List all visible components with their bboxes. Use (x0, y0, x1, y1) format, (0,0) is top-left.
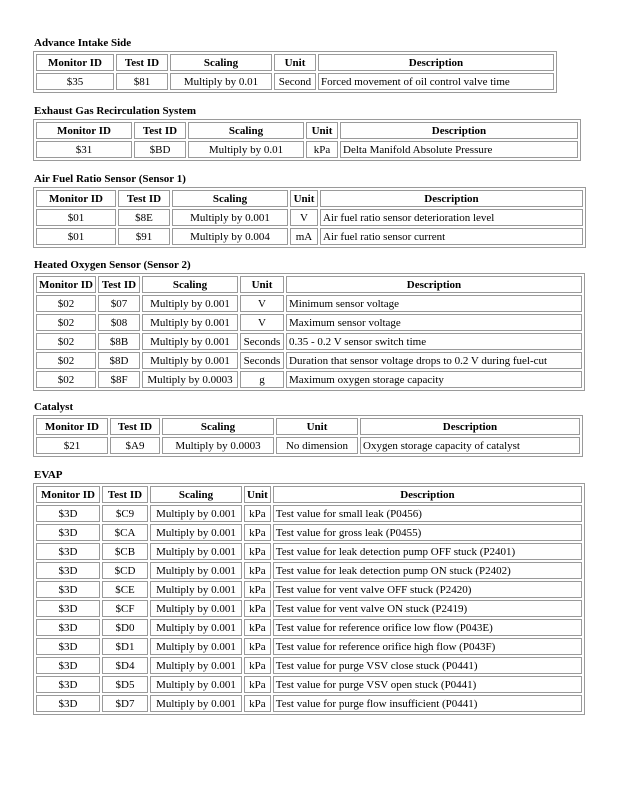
cell-test-id: $8B (98, 333, 140, 350)
cell-scaling: Multiply by 0.0003 (142, 371, 238, 388)
cell-unit: kPa (244, 505, 271, 522)
section-title: Catalyst (34, 401, 74, 413)
table-row (36, 333, 582, 350)
table-row (36, 562, 582, 579)
cell-description: Air fuel ratio sensor deterioration level (320, 209, 583, 226)
header-row (36, 276, 582, 293)
cell-description: Test value for purge VSV open stuck (P0441) (273, 676, 582, 693)
cell-scaling: Multiply by 0.001 (150, 600, 242, 617)
cell-unit: V (290, 209, 318, 226)
cell-monitor-id: $3D (36, 562, 100, 579)
section-title: EVAP (34, 469, 63, 481)
header-monitor-id: Monitor ID (36, 418, 108, 435)
cell-scaling: Multiply by 0.01 (188, 141, 304, 158)
table-row (36, 314, 582, 331)
cell-unit: Second (274, 73, 316, 90)
header-description: Description (286, 276, 582, 293)
cell-test-id: $D1 (102, 638, 148, 655)
cell-monitor-id: $3D (36, 600, 100, 617)
cell-monitor-id: $02 (36, 352, 96, 369)
cell-scaling: Multiply by 0.001 (150, 638, 242, 655)
table-row (36, 228, 583, 245)
cell-test-id: $08 (98, 314, 140, 331)
header-scaling: Scaling (142, 276, 238, 293)
cell-unit: mA (290, 228, 318, 245)
cell-unit: V (240, 295, 284, 312)
cell-unit: kPa (306, 141, 338, 158)
data-table (33, 51, 557, 93)
cell-monitor-id: $02 (36, 333, 96, 350)
table-row (36, 371, 582, 388)
cell-description: Test value for small leak (P0456) (273, 505, 582, 522)
header-description: Description (273, 486, 582, 503)
cell-test-id: $D4 (102, 657, 148, 674)
header-monitor-id: Monitor ID (36, 486, 100, 503)
table-row (36, 73, 554, 90)
cell-description: 0.35 - 0.2 V sensor switch time (286, 333, 582, 350)
cell-description: Test value for vent valve ON stuck (P2419) (273, 600, 582, 617)
cell-test-id: $CD (102, 562, 148, 579)
header-unit: Unit (290, 190, 318, 207)
cell-monitor-id: $02 (36, 371, 96, 388)
cell-unit: kPa (244, 543, 271, 560)
cell-scaling: Multiply by 0.001 (150, 657, 242, 674)
cell-scaling: Multiply by 0.001 (172, 209, 288, 226)
header-unit: Unit (274, 54, 316, 71)
header-test-id: Test ID (116, 54, 168, 71)
header-monitor-id: Monitor ID (36, 54, 114, 71)
cell-description: Test value for purge VSV close stuck (P0441) (273, 657, 582, 674)
table-row (36, 505, 582, 522)
cell-test-id: $81 (116, 73, 168, 90)
cell-scaling: Multiply by 0.001 (150, 524, 242, 541)
cell-test-id: $C9 (102, 505, 148, 522)
table-row (36, 619, 582, 636)
cell-monitor-id: $01 (36, 228, 116, 245)
cell-description: Test value for leak detection pump ON stuck (P2402) (273, 562, 582, 579)
header-monitor-id: Monitor ID (36, 190, 116, 207)
cell-monitor-id: $3D (36, 638, 100, 655)
header-unit: Unit (240, 276, 284, 293)
cell-description: Test value for reference orifice high flow (P043F) (273, 638, 582, 655)
header-test-id: Test ID (134, 122, 186, 139)
header-scaling: Scaling (172, 190, 288, 207)
header-test-id: Test ID (110, 418, 160, 435)
cell-test-id: $8F (98, 371, 140, 388)
cell-description: Duration that sensor voltage drops to 0.2 V during fuel-cut (286, 352, 582, 369)
cell-monitor-id: $3D (36, 657, 100, 674)
section-title: Advance Intake Side (34, 37, 132, 49)
cell-description: Test value for vent valve OFF stuck (P2420) (273, 581, 582, 598)
cell-test-id: $8D (98, 352, 140, 369)
cell-monitor-id: $3D (36, 676, 100, 693)
cell-description: Test value for leak detection pump OFF stuck (P2401) (273, 543, 582, 560)
data-table (33, 187, 586, 248)
cell-test-id: $BD (134, 141, 186, 158)
cell-scaling: Multiply by 0.001 (142, 352, 238, 369)
header-monitor-id: Monitor ID (36, 276, 96, 293)
section-catalyst (34, 401, 583, 457)
section-title: Air Fuel Ratio Sensor (Sensor 1) (34, 173, 186, 185)
table-row (36, 543, 582, 560)
cell-scaling: Multiply by 0.004 (172, 228, 288, 245)
cell-monitor-id: $3D (36, 524, 100, 541)
cell-description: Minimum sensor voltage (286, 295, 582, 312)
table-row (36, 676, 582, 693)
header-test-id: Test ID (98, 276, 140, 293)
cell-monitor-id: $02 (36, 314, 96, 331)
cell-unit: kPa (244, 600, 271, 617)
table-row (36, 209, 583, 226)
cell-test-id: $8E (118, 209, 170, 226)
header-row (36, 190, 583, 207)
header-test-id: Test ID (118, 190, 170, 207)
cell-test-id: $CF (102, 600, 148, 617)
header-test-id: Test ID (102, 486, 148, 503)
section-advance-intake-side (34, 37, 557, 93)
table-row (36, 141, 578, 158)
cell-unit: No dimension (276, 437, 358, 454)
cell-monitor-id: $35 (36, 73, 114, 90)
cell-unit: Seconds (240, 333, 284, 350)
cell-unit: g (240, 371, 284, 388)
table-row (36, 600, 582, 617)
cell-test-id: $CA (102, 524, 148, 541)
cell-unit: kPa (244, 676, 271, 693)
cell-scaling: Multiply by 0.0003 (162, 437, 274, 454)
data-table (33, 119, 581, 161)
cell-monitor-id: $01 (36, 209, 116, 226)
cell-unit: kPa (244, 581, 271, 598)
cell-description: Maximum oxygen storage capacity (286, 371, 582, 388)
cell-monitor-id: $3D (36, 543, 100, 560)
cell-unit: V (240, 314, 284, 331)
header-monitor-id: Monitor ID (36, 122, 132, 139)
cell-description: Test value for gross leak (P0455) (273, 524, 582, 541)
cell-scaling: Multiply by 0.001 (142, 314, 238, 331)
cell-monitor-id: $31 (36, 141, 132, 158)
cell-scaling: Multiply by 0.001 (150, 619, 242, 636)
header-row (36, 486, 582, 503)
header-row (36, 122, 578, 139)
cell-description: Delta Manifold Absolute Pressure (340, 141, 578, 158)
table-row (36, 657, 582, 674)
header-description: Description (320, 190, 583, 207)
cell-description: Oxygen storage capacity of catalyst (360, 437, 580, 454)
header-row (36, 418, 580, 435)
cell-monitor-id: $3D (36, 581, 100, 598)
cell-scaling: Multiply by 0.001 (142, 295, 238, 312)
cell-monitor-id: $02 (36, 295, 96, 312)
data-table (33, 273, 585, 391)
cell-test-id: $D7 (102, 695, 148, 712)
table-row (36, 295, 582, 312)
cell-scaling: Multiply by 0.01 (170, 73, 272, 90)
cell-monitor-id: $3D (36, 505, 100, 522)
header-unit: Unit (276, 418, 358, 435)
cell-scaling: Multiply by 0.001 (150, 676, 242, 693)
header-row (36, 54, 554, 71)
cell-test-id: $CE (102, 581, 148, 598)
cell-test-id: $D5 (102, 676, 148, 693)
header-scaling: Scaling (150, 486, 242, 503)
cell-test-id: $91 (118, 228, 170, 245)
cell-unit: kPa (244, 638, 271, 655)
cell-scaling: Multiply by 0.001 (142, 333, 238, 350)
cell-unit: kPa (244, 524, 271, 541)
cell-scaling: Multiply by 0.001 (150, 505, 242, 522)
data-table (33, 483, 585, 715)
cell-description: Test value for reference orifice low flow (P043E) (273, 619, 582, 636)
cell-scaling: Multiply by 0.001 (150, 543, 242, 560)
cell-unit: kPa (244, 619, 271, 636)
cell-test-id: $D0 (102, 619, 148, 636)
section-air-fuel-ratio-sensor (34, 173, 586, 248)
cell-scaling: Multiply by 0.001 (150, 562, 242, 579)
section-heated-oxygen-sensor (34, 259, 585, 391)
cell-test-id: $CB (102, 543, 148, 560)
cell-test-id: $A9 (110, 437, 160, 454)
section-exhaust-gas-recirculation (34, 105, 581, 161)
cell-scaling: Multiply by 0.001 (150, 581, 242, 598)
cell-unit: kPa (244, 657, 271, 674)
header-description: Description (318, 54, 554, 71)
cell-description: Maximum sensor voltage (286, 314, 582, 331)
section-title: Exhaust Gas Recirculation System (34, 105, 197, 117)
table-row (36, 524, 582, 541)
header-scaling: Scaling (188, 122, 304, 139)
cell-monitor-id: $3D (36, 619, 100, 636)
header-unit: Unit (244, 486, 271, 503)
header-description: Description (360, 418, 580, 435)
table-row (36, 437, 580, 454)
cell-unit: kPa (244, 562, 271, 579)
cell-unit: Seconds (240, 352, 284, 369)
section-title: Heated Oxygen Sensor (Sensor 2) (34, 259, 191, 271)
data-table (33, 415, 583, 457)
header-scaling: Scaling (162, 418, 274, 435)
cell-description: Test value for purge flow insufficient (P0441) (273, 695, 582, 712)
header-unit: Unit (306, 122, 338, 139)
table-row (36, 638, 582, 655)
table-row (36, 581, 582, 598)
cell-description: Air fuel ratio sensor current (320, 228, 583, 245)
section-evap (34, 469, 585, 715)
table-row (36, 695, 582, 712)
cell-description: Forced movement of oil control valve time (318, 73, 554, 90)
table-row (36, 352, 582, 369)
cell-test-id: $07 (98, 295, 140, 312)
cell-scaling: Multiply by 0.001 (150, 695, 242, 712)
cell-monitor-id: $21 (36, 437, 108, 454)
header-scaling: Scaling (170, 54, 272, 71)
cell-monitor-id: $3D (36, 695, 100, 712)
cell-unit: kPa (244, 695, 271, 712)
header-description: Description (340, 122, 578, 139)
